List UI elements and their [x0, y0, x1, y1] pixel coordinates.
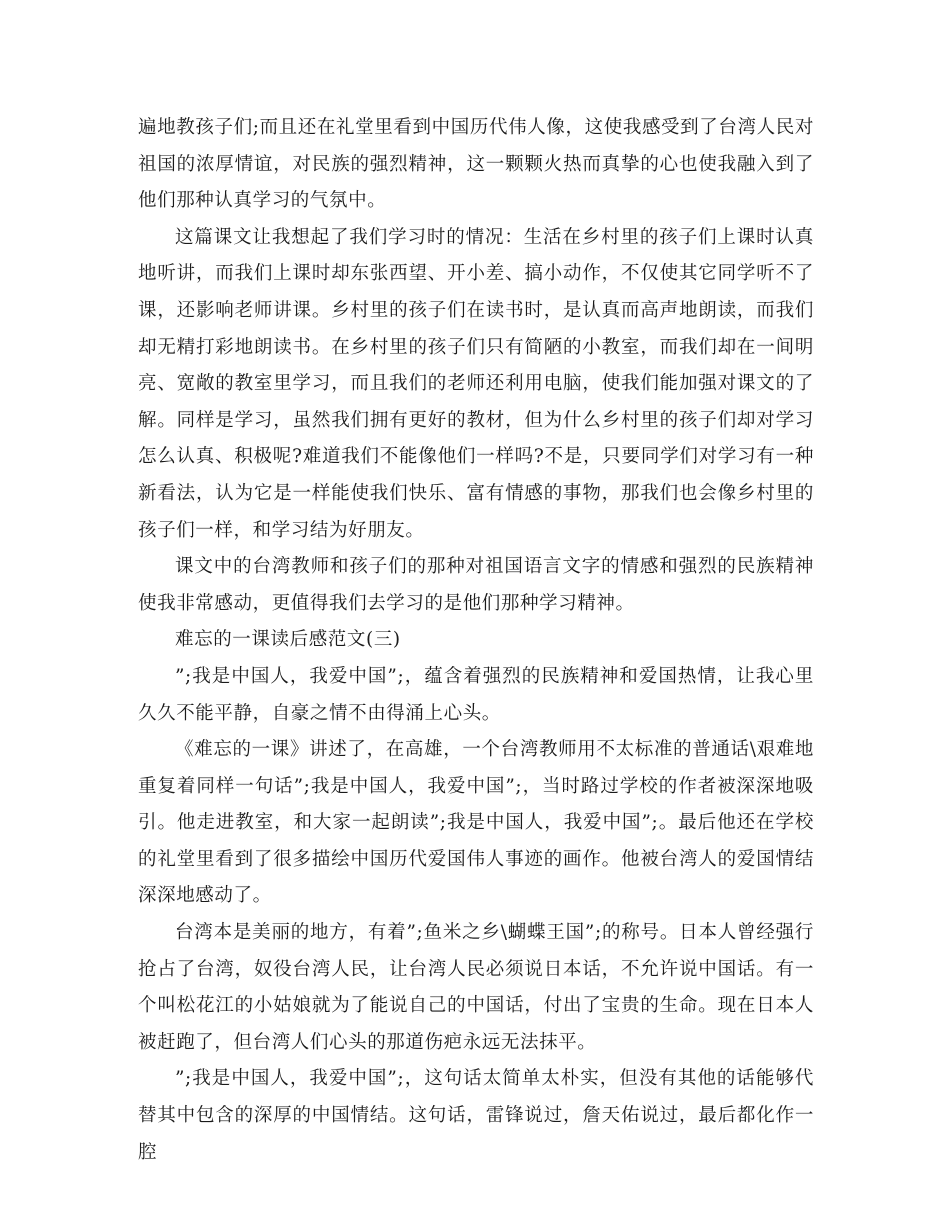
- paragraph-7: ”;我是中国人，我爱中国”;，这句话太简单太朴实，但没有其他的话能够代替其中包含的深厚的中国情结。这句话，雷锋说过，詹天佑说过，最后都化作一腔: [138, 1068, 814, 1163]
- document-body: [138, 110, 814, 1171]
- paragraph-2: 这篇课文让我想起了我们学习时的情况：生活在乡村里的孩子们上课时认真地听讲，而我们上课时却东张西望、开小差、搞小动作，不仅使其它同学听不了课，还影响老师讲课。乡村里的孩子们在读书时，是认真而高声地朗读，而我们却无精打彩地朗读书。在乡村里的孩子们只有简陋的小教室，而我们却在一间明亮、宽敞的教室里学习，而且我们的老师还利用电脑，使我们能加强对课文的了解。同样是学习，虽然我们拥有更好的教材，但为什么乡村里的孩子们却对学习怎么认真、积极呢?难道我们不能像他们一样吗?不是，只要同学们对学习有一种新看法，认为它是一样能使我们快乐、富有情感的事物，那我们也会像乡村里的孩子们一样，和学习结为好朋友。: [138, 226, 814, 541]
- paragraph-5: 《难忘的一课》讲述了，在高雄，一个台湾教师用不太标准的普通话\艰难地重复着同样一句话”;我是中国人，我爱中国”;，当时路过学校的作者被深深地吸引。他走进教室，和大家一起朗读”;我是中国人，我爱中国”;。最后他还在学校的礼堂里看到了很多描绘中国历代爱国伟人事迹的画作。他被台湾人的爱国情结深深地感动了。: [138, 739, 814, 907]
- section-heading: 难忘的一课读后感范文(三): [175, 629, 401, 651]
- paragraph-3: 课文中的台湾教师和孩子们的那种对祖国语言文字的情感和强烈的民族精神使我非常感动，更值得我们去学习的是他们那种学习精神。: [138, 556, 814, 614]
- paragraph-4: ”;我是中国人，我爱中国”;，蕴含着强烈的民族精神和爱国热情，让我心里久久不能平静，自豪之情不由得涌上心头。: [138, 665, 814, 724]
- paragraph-6: 台湾本是美丽的地方，有着”;鱼米之乡\蝴蝶王国”;的称号。日本人曾经强行抢占了台湾，奴役台湾人民，让台湾人民必须说日本话，不允许说中国话。有一个叫松花江的小姑娘就为了能说自己的中国话，付出了宝贵的生命。现在日本人被赶跑了，但台湾人们心头的那道伤疤永远无法抹平。: [138, 922, 814, 1053]
- paragraph-1: 遍地教孩子们;而且还在礼堂里看到中国历代伟人像，这使我感受到了台湾人民对祖国的浓厚情谊，对民族的强烈精神，这一颗颗火热而真挚的心也使我融入到了他们那种认真学习的气氛中。: [138, 117, 814, 212]
